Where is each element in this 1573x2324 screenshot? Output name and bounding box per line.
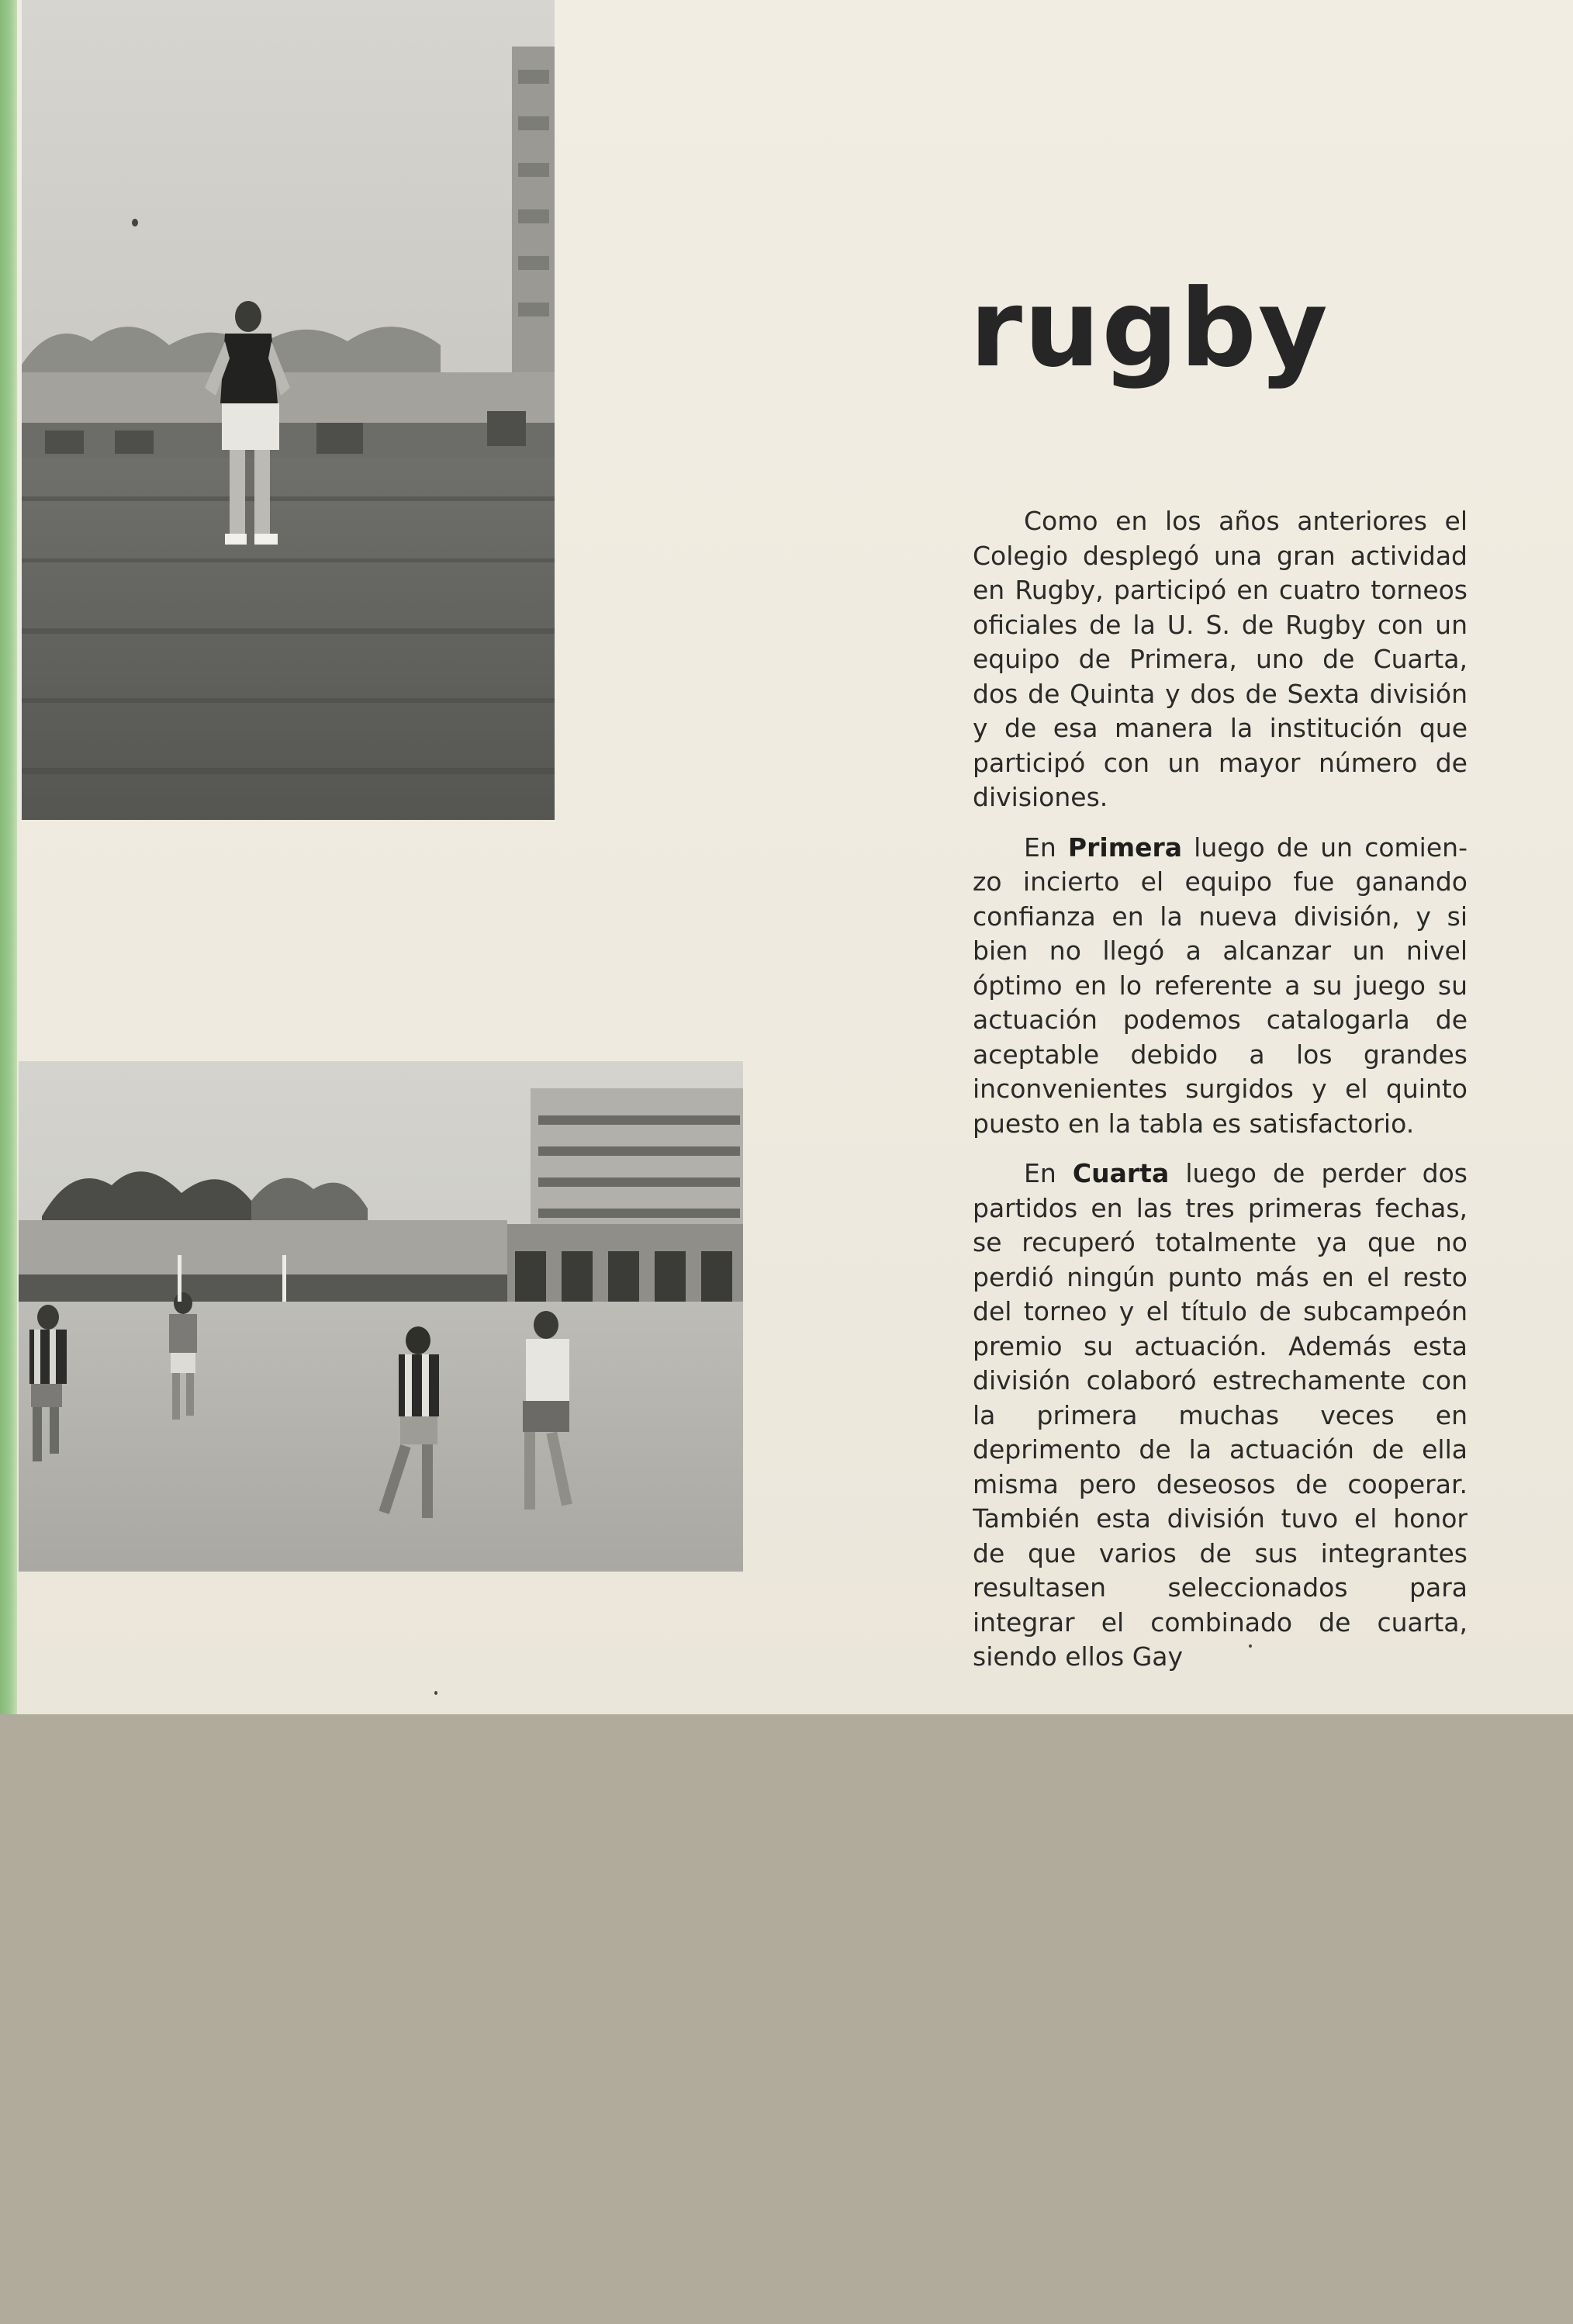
- article-body: [973, 504, 1468, 1714]
- dust-speck: [1249, 1644, 1252, 1648]
- green-edge-strip: [0, 0, 17, 1714]
- dust-speck: [132, 219, 138, 227]
- page-title: rugby: [970, 266, 1329, 391]
- p3-rest: luego de perder dos partidos en las tres primeras fechas, se recuperó totalmente ya que no perdió ningún punto más en el resto del torneo y el título de subcampeón premio su actuación. Además esta división colaboró estrechamente con la primera muchas veces en deprimento de la actuación de ella misma pero deseosos de cooperar. También esta división tuvo el honor de que varios de sus integrantes resultasen seleccionados para integrar el combinado de cuarta, siendo ellos Gay: [973, 1158, 1468, 1672]
- photo-match-action: [19, 1061, 743, 1572]
- photo-player-standing-image: [22, 0, 555, 820]
- p2-rest: luego de un comienzo incierto el equipo fue ganando confianza en la nueva división, y si bien no llegó a alcanzar un nivel óptimo en lo referente a su juego su actuación podemos catalogarla de aceptable debido a los grandes inconvenientes surgidos y el quinto puesto en la tabla es satisfactorio.: [973, 832, 1468, 1139]
- p2-lead: En: [1024, 832, 1068, 863]
- p3-lead: En: [1024, 1158, 1073, 1188]
- p2-bold-primera: Primera: [1067, 832, 1183, 863]
- article-paragraph-1: Como en los años anteriores el Colegio desplegó una gran actividad en Rugby, participó en cuatro torneos oficiales de la U. S. de Rugby con un equipo de Primera, uno de Cuarta, dos de Quinta y dos de Sexta división y de esa manera la institución que participó con un mayor número de divisiones.: [973, 506, 1468, 812]
- photo-match-action-image: [19, 1061, 743, 1572]
- dust-speck: [434, 1691, 437, 1695]
- article-paragraph-2: [973, 831, 1468, 1142]
- photo-player-standing: [22, 0, 555, 820]
- p3-bold-cuarta: Cuarta: [1072, 1158, 1170, 1188]
- scan-background-area: [0, 1714, 1573, 2324]
- article-paragraph-3: [973, 1157, 1468, 1675]
